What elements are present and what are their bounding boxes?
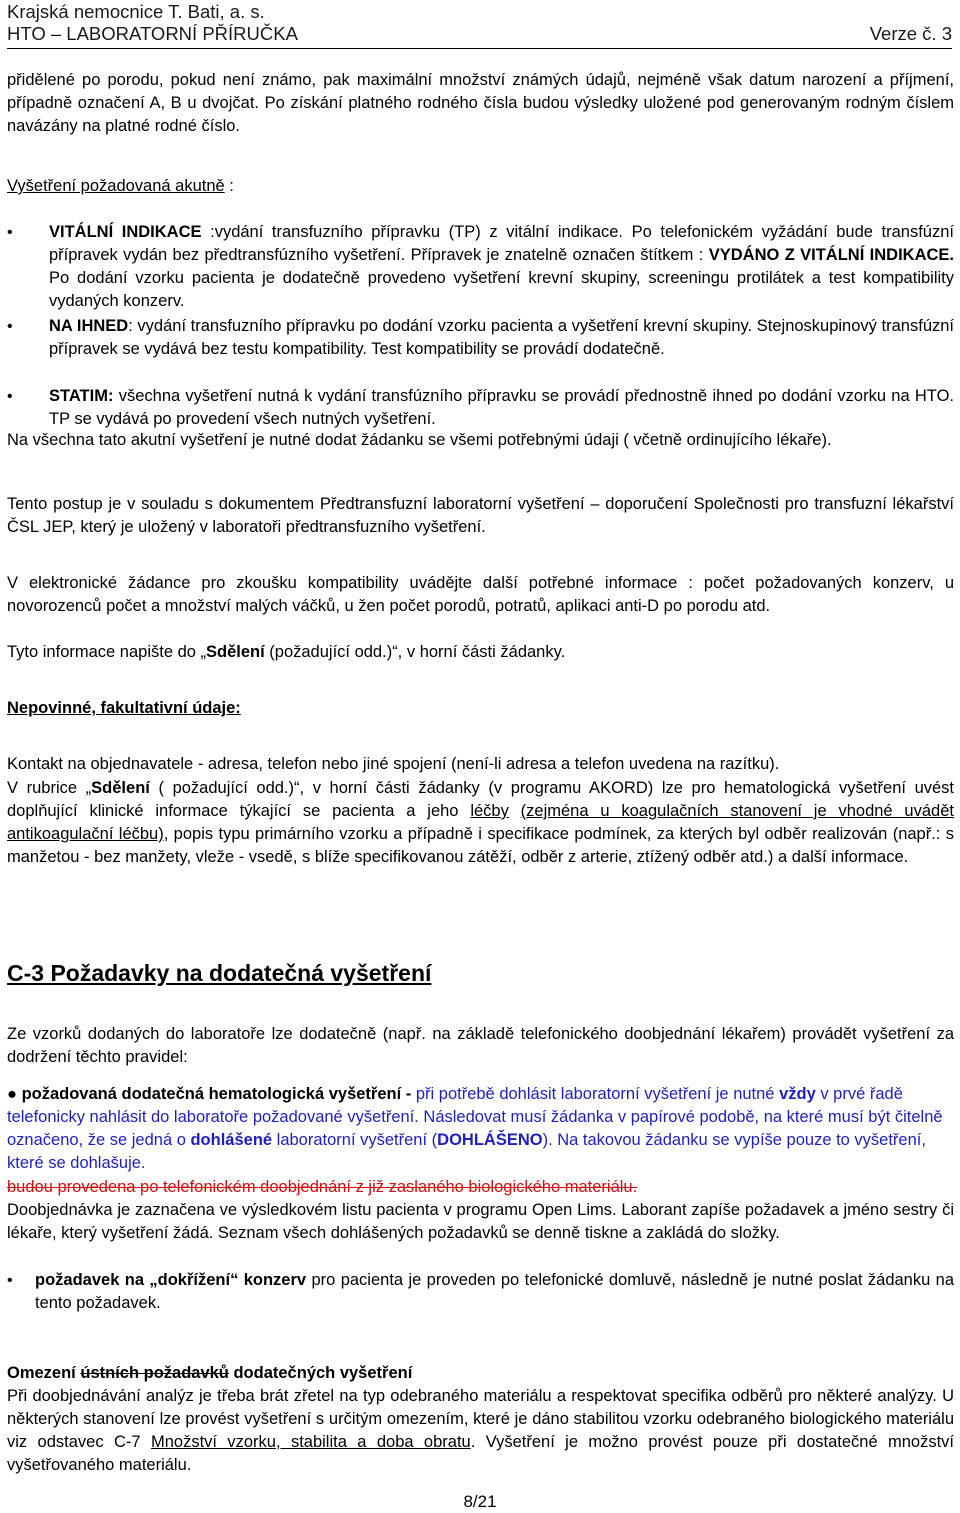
statim-title: STATIM:: [49, 387, 114, 405]
bullet-dot: •: [7, 388, 13, 405]
limits-h-a: Omezení: [7, 1364, 81, 1382]
limits-p-b: . Vyšetření je možno provést pouze při dostatečné množství vyšetřovaného materiálu.: [7, 1433, 955, 1474]
card-paragraph: Doobjednávka je zaznačena ve výsledkovém listu pacienta v programu Open Lims. Laborant zapíše požadavek a jméno sestry či lékaře, který vyšetření žádá. Seznam všech dohlášených požadavků se denně tiskne a zakládá do složky.: [7, 1201, 954, 1242]
cross-text: pro pacienta je proveden po telefonické domluvě, následně je nutné poslat žádanku na tento požadavek.: [35, 1271, 955, 1312]
rubric-a: V rubrice „: [7, 779, 92, 797]
bullet-statim: [49, 385, 954, 431]
vital-text-b: Po dodání vzorku pacienta je dodatečně provedeno vyšetření krevní skupiny, screeningu protilátek a test kompatibility vydaných konzerv.: [49, 269, 954, 310]
page-number: 8/21: [463, 1492, 497, 1511]
hema-dohlasene: dohlášené: [190, 1131, 273, 1149]
rubric-g: , popis typu primárního vzorku a případně i specifikace podmínek, za kterých byl odběr realizován (např.: s manžetou - bez manžety, vleže - vsedě, s blíže specifikovanou zátěží, odběr z arterie, ztížený odběr atd.) a další informace.: [7, 825, 955, 866]
header-version: Verze č. 3: [869, 23, 952, 44]
limits-h-strike: ústních požadavků: [80, 1364, 229, 1382]
hema-dohlaseno: DOHLÁŠENO: [437, 1131, 543, 1149]
acute-heading-suffix: :: [224, 177, 234, 195]
cross-title: požadavek na „dokřížení“ konzerv: [35, 1271, 307, 1289]
rubric-coag: (zejména u koagulačních stanovení je vhodné uvádět antikoagulační léčbu): [7, 802, 954, 843]
rubric-sdeleni: Sdělení: [91, 779, 150, 797]
write-note: [7, 641, 954, 664]
acute-heading: [7, 175, 954, 198]
stability-link[interactable]: Množství vzorku, stabilita a doba obratu: [150, 1433, 471, 1451]
bullet-cross-match: [35, 1269, 954, 1315]
limits-paragraph: [7, 1385, 954, 1477]
bullet-vital-indication: [49, 221, 954, 313]
acute-closing: Na všechna tato akutní vyšetření je nutné dodat žádanku se všemi potřebnými údaji ( včetně ordinujícího lékaře).: [7, 431, 832, 449]
intro-paragraph: přidělené po porodu, pokud není známo, pak maximální množství známých údajů, nejméně však datum narození a příjmení, případně označení A, B u dvojčat. Po získání platného rodného čísla budou výsledky uložené pod generovaným rodným číslem navázány na platné rodné číslo.: [7, 71, 954, 135]
ihned-text: : vydání transfuzního přípravku po dodání vzorku pacienta a vyšetření krevní skupiny. Stejnoskupinový transfúzní přípravek se vydává bez testu kompatibility. Test kompatibility se provádí dodatečně.: [49, 317, 955, 358]
rubric-c: ( požadující odd.)“, v horní části žádanky (v programu AKORD) lze pro hematologická vyšetření uvést doplňující klinické informace týkající se pacienta a jeho: [7, 779, 954, 820]
procedure-paragraph: Tento postup je v souladu s dokumentem Předtransfuzní laboratorní vyšetření – doporučení Společnosti pro transfuzní lékařství ČSL JEP, který je uložený v laboratoři předtransfuzního vyšetření.: [7, 495, 954, 536]
ihned-title: NA IHNED: [49, 317, 129, 335]
hema-paragraph: [7, 1083, 954, 1175]
optional-heading: Nepovinné, fakultativní údaje:: [7, 699, 241, 717]
hema-g: ). Na takovou žádanku se vypíše pouze to vyšetření, které se dohlašuje.: [7, 1131, 926, 1172]
vital-label: VYDÁNO Z VITÁLNÍ INDIKACE.: [708, 246, 954, 264]
limits-p-a: Při doobjednávání analýz je třeba brát zřetel na typ odebraného materiálu a respektovat specifika odběrů pro některé analýzy. U některých stanovení lze provést vyšetření s určitým omezením, které je dáno stabilitou vzorku odebraného biologického materiálu viz odstavec C-7: [7, 1387, 954, 1451]
hema-vzdy: vždy: [779, 1085, 816, 1103]
write-note-c: (požadující odd.)“, v horní části žádanky.: [264, 643, 566, 661]
vital-title: VITÁLNÍ INDIKACE: [49, 223, 202, 241]
header-row: [7, 22, 952, 45]
hema-e: laboratorní vyšetření (: [272, 1131, 438, 1149]
header-hospital: Krajská nemocnice T. Bati, a. s.: [7, 1, 265, 22]
vital-text-a: :vydání transfuzního přípravku (TP) z vitální indikace. Po telefonickém vyžádání bude transfúzní přípravek vydán bez předtransfúzního vyšetření. Přípravek je znatelně označen štítkem :: [49, 223, 954, 264]
bullet-dot: •: [7, 224, 13, 241]
limits-h-c: dodatečných vyšetření: [228, 1364, 413, 1382]
write-note-a: Tyto informace napište do „: [7, 643, 207, 661]
hema-a: při potřebě dohlásit laboratorní vyšetření je nutné: [411, 1085, 780, 1103]
write-note-sdeleni: Sdělení: [206, 643, 265, 661]
header-divider: [7, 48, 952, 49]
hema-title: požadovaná dodatečná hematologická vyšetření -: [21, 1085, 412, 1103]
hema-c: v prvé řadě telefonicky nahlásit do laboratoře požadované vyšetření. Následovat musí žádanka v papírové podobě, na které musí být čitelně označeno, že se jedná o: [7, 1085, 943, 1149]
optional-rubric: [7, 777, 954, 869]
hema-bullet: ●: [7, 1085, 22, 1103]
struck-text: budou provedena po telefonickém doobjednání z již zaslaného biologického materiálu.: [7, 1178, 638, 1196]
bullet-dot: •: [7, 1272, 13, 1289]
electronic-paragraph: V elektronické žádance pro zkoušku kompatibility uvádějte další potřebné informace : počet požadovaných konzerv, u novorozenců počet a množství malých váčků, u žen počet porodů, potratů, aplikaci anti-D po porodu atd.: [7, 574, 954, 615]
bullet-dot: •: [7, 318, 13, 335]
acute-heading-text: Vyšetření požadovaná akutně: [7, 177, 225, 195]
statim-text: všechna vyšetření nutná k vydání transfúzního přípravku se provádí přednostně ihned po dodání vzorku na HTO. TP se vydává po provedení všech nutných vyšetření.: [49, 387, 954, 428]
section-intro: Ze vzorků dodaných do laboratoře lze dodatečně (např. na základě telefonického doobjednání lékařem) provádět vyšetření za dodržení těchto pravidel:: [7, 1025, 954, 1066]
bullet-ihned: [49, 315, 954, 361]
limits-heading: [7, 1362, 954, 1385]
rubric-lecby: léčby: [470, 802, 509, 820]
rubric-space: [509, 802, 521, 820]
section-title: C-3 Požadavky na dodatečná vyšetření: [7, 960, 432, 986]
struck-line: [7, 1176, 954, 1199]
optional-contact: Kontakt na objednavatele - adresa, telefon nebo jiné spojení (není-li adresa a telefon uvedena na razítku).: [7, 755, 780, 773]
header-handbook: HTO – LABORATORNÍ PŘÍRUČKA: [7, 23, 298, 44]
